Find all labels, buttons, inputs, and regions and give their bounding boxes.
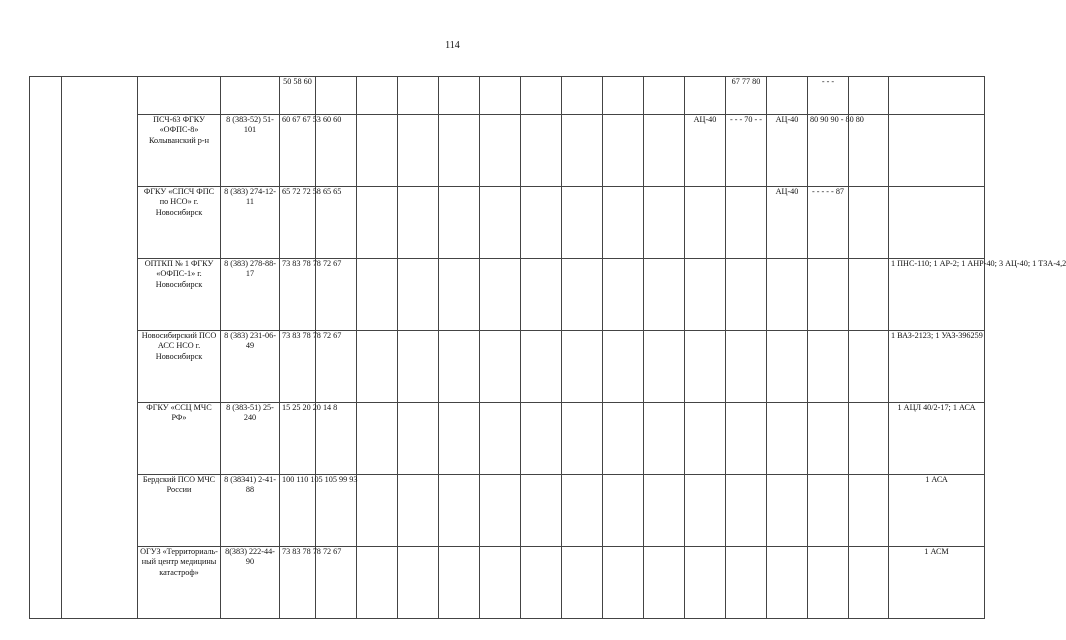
vehicle-type-cell bbox=[767, 259, 808, 331]
empty-cell bbox=[439, 475, 480, 547]
empty-cell bbox=[521, 547, 562, 619]
number-cell bbox=[30, 77, 62, 619]
empty-cell bbox=[644, 115, 685, 187]
empty-cell bbox=[398, 115, 439, 187]
empty-cell bbox=[439, 403, 480, 475]
empty-cell bbox=[603, 403, 644, 475]
empty-cell bbox=[480, 187, 521, 259]
vehicle-data-cell bbox=[726, 403, 767, 475]
empty-cell bbox=[849, 331, 889, 403]
vehicle-data-cell bbox=[726, 259, 767, 331]
empty-cell bbox=[849, 115, 889, 187]
empty-cell bbox=[398, 475, 439, 547]
phone-cell: 8 (383) 231-06-49 bbox=[221, 331, 280, 403]
empty-cell bbox=[480, 115, 521, 187]
empty-cell bbox=[316, 403, 357, 475]
empty-cell bbox=[562, 475, 603, 547]
empty-cell bbox=[644, 475, 685, 547]
empty-cell bbox=[480, 547, 521, 619]
empty-cell bbox=[480, 259, 521, 331]
empty-cell bbox=[316, 77, 357, 115]
vehicle-type-cell bbox=[767, 547, 808, 619]
extra-equipment-cell: 1 ВАЗ-2123; 1 УАЗ-396259 bbox=[889, 331, 985, 403]
table-row bbox=[30, 259, 985, 331]
organization-cell: ФГКУ «ССЦ МЧС РФ» bbox=[138, 403, 221, 475]
empty-cell bbox=[521, 259, 562, 331]
empty-cell bbox=[603, 187, 644, 259]
empty-cell bbox=[398, 259, 439, 331]
organization-cell: ПСЧ-63 ФГКУ «ОФПС-8» Колыванский р-н bbox=[138, 115, 221, 187]
vehicle-type-cell bbox=[767, 331, 808, 403]
empty-cell bbox=[357, 331, 398, 403]
empty-cell bbox=[562, 403, 603, 475]
empty-cell bbox=[439, 115, 480, 187]
organization-cell: ФГКУ «СПСЧ ФПС по НСО» г. Новосибирск bbox=[138, 187, 221, 259]
phone-cell: 8 (383) 274-12-11 bbox=[221, 187, 280, 259]
empty-cell bbox=[644, 77, 685, 115]
empty-cell bbox=[849, 403, 889, 475]
phone-cell: 8 (38341) 2-41-88 bbox=[221, 475, 280, 547]
extra-equipment-cell bbox=[889, 187, 985, 259]
empty-cell bbox=[439, 77, 480, 115]
empty-cell bbox=[316, 547, 357, 619]
organization-cell: Новосибирский ПСО АСС НСО г. Новосибирск bbox=[138, 331, 221, 403]
values-cell: 73 83 78 78 72 67 bbox=[280, 331, 316, 403]
empty-cell bbox=[480, 475, 521, 547]
empty-cell bbox=[316, 187, 357, 259]
empty-cell bbox=[644, 259, 685, 331]
organization-cell: ОПТКП № 1 ФГКУ «ОФПС-1» г. Новосибирск bbox=[138, 259, 221, 331]
empty-cell bbox=[357, 475, 398, 547]
values-cell: 100 110 105 105 99 93 bbox=[280, 475, 316, 547]
organization-cell bbox=[138, 77, 221, 115]
phone-cell: 8(383) 222-44-90 bbox=[221, 547, 280, 619]
table-row bbox=[30, 475, 985, 547]
vehicle-data-cell: 80 90 90 - 80 80 bbox=[808, 115, 849, 187]
empty-cell bbox=[849, 259, 889, 331]
phone-cell: 8 (383-52) 51-101 bbox=[221, 115, 280, 187]
empty-cell bbox=[521, 115, 562, 187]
empty-cell bbox=[644, 331, 685, 403]
values-cell: 73 83 78 78 72 67 bbox=[280, 259, 316, 331]
empty-cell bbox=[562, 547, 603, 619]
empty-cell bbox=[357, 259, 398, 331]
empty-cell bbox=[398, 331, 439, 403]
vehicle-type-cell bbox=[685, 547, 726, 619]
equipment-table bbox=[29, 76, 1066, 619]
empty-cell bbox=[521, 475, 562, 547]
empty-cell bbox=[644, 187, 685, 259]
table-row bbox=[30, 77, 985, 115]
vehicle-type-cell: АЦ-40 bbox=[685, 115, 726, 187]
vehicle-type-cell bbox=[685, 259, 726, 331]
empty-cell bbox=[480, 403, 521, 475]
vehicle-data-cell bbox=[726, 331, 767, 403]
vehicle-type-cell bbox=[767, 475, 808, 547]
vehicle-type-cell bbox=[767, 403, 808, 475]
table-row bbox=[30, 115, 985, 187]
values-cell: 60 67 67 53 60 60 bbox=[280, 115, 316, 187]
empty-cell bbox=[357, 403, 398, 475]
empty-cell bbox=[562, 259, 603, 331]
table-row bbox=[30, 403, 985, 475]
phone-cell: 8 (383) 278-88-17 bbox=[221, 259, 280, 331]
vehicle-type-cell bbox=[685, 331, 726, 403]
empty-cell bbox=[521, 403, 562, 475]
empty-cell bbox=[562, 331, 603, 403]
empty-cell bbox=[603, 331, 644, 403]
vehicle-data-cell bbox=[808, 259, 849, 331]
empty-cell bbox=[398, 77, 439, 115]
vehicle-data-cell bbox=[726, 187, 767, 259]
table-row bbox=[30, 331, 985, 403]
empty-cell bbox=[357, 115, 398, 187]
vehicle-data-cell: - - - - - 87 bbox=[808, 187, 849, 259]
empty-cell bbox=[521, 77, 562, 115]
empty-cell bbox=[439, 259, 480, 331]
extra-equipment-cell bbox=[889, 115, 985, 187]
vehicle-type-cell bbox=[685, 475, 726, 547]
empty-cell bbox=[562, 77, 603, 115]
vehicle-data-cell: - - - 70 - - bbox=[726, 115, 767, 187]
values-cell: 65 72 72 58 65 65 bbox=[280, 187, 316, 259]
vehicle-type-cell bbox=[685, 77, 726, 115]
extra-equipment-cell bbox=[889, 77, 985, 115]
empty-cell bbox=[603, 77, 644, 115]
extra-equipment-cell: 1 АСА bbox=[889, 475, 985, 547]
empty-cell bbox=[480, 77, 521, 115]
extra-equipment-cell: 1 АСМ bbox=[889, 547, 985, 619]
empty-cell bbox=[316, 115, 357, 187]
empty-cell bbox=[439, 547, 480, 619]
empty-cell bbox=[439, 331, 480, 403]
table-row bbox=[30, 187, 985, 259]
extra-equipment-cell: 1 ПНС-110; 1 АР-2; 1 АНР-40; 3 АЦ-40; 1 ТЗА-4,2 bbox=[889, 259, 985, 331]
values-cell: 73 83 78 78 72 67 bbox=[280, 547, 316, 619]
empty-cell bbox=[316, 259, 357, 331]
vehicle-type-cell bbox=[767, 77, 808, 115]
empty-cell bbox=[316, 331, 357, 403]
empty-cell bbox=[644, 547, 685, 619]
vehicle-type-cell bbox=[685, 187, 726, 259]
empty-cell bbox=[316, 475, 357, 547]
extra-equipment-cell: 1 АЦЛ 40/2-17; 1 АСА bbox=[889, 403, 985, 475]
empty-cell bbox=[603, 547, 644, 619]
phone-cell bbox=[221, 77, 280, 115]
empty-cell bbox=[849, 187, 889, 259]
empty-cell bbox=[398, 187, 439, 259]
empty-cell bbox=[439, 187, 480, 259]
vehicle-data-cell bbox=[726, 475, 767, 547]
empty-cell bbox=[644, 403, 685, 475]
empty-cell bbox=[603, 115, 644, 187]
empty-cell bbox=[521, 187, 562, 259]
empty-cell bbox=[480, 331, 521, 403]
vehicle-type-cell bbox=[685, 403, 726, 475]
empty-cell bbox=[521, 331, 562, 403]
vehicle-data-cell bbox=[808, 475, 849, 547]
page-number: 114 bbox=[445, 40, 460, 51]
organization-cell: ОГУЗ «Территориаль-ный центр медицины катастроф» bbox=[138, 547, 221, 619]
empty-cell bbox=[603, 259, 644, 331]
phone-cell: 8 (383-51) 25-240 bbox=[221, 403, 280, 475]
region-cell bbox=[62, 77, 138, 619]
vehicle-data-cell: - - - bbox=[808, 77, 849, 115]
empty-cell bbox=[562, 115, 603, 187]
vehicle-data-cell bbox=[808, 403, 849, 475]
vehicle-type-cell: АЦ-40 bbox=[767, 115, 808, 187]
table-row bbox=[30, 547, 985, 619]
values-cell: 50 58 60 bbox=[280, 77, 316, 115]
empty-cell bbox=[849, 77, 889, 115]
empty-cell bbox=[562, 187, 603, 259]
vehicle-data-cell bbox=[726, 547, 767, 619]
empty-cell bbox=[849, 475, 889, 547]
empty-cell bbox=[603, 475, 644, 547]
empty-cell bbox=[357, 547, 398, 619]
values-cell: 15 25 20 20 14 8 bbox=[280, 403, 316, 475]
vehicle-data-cell bbox=[808, 547, 849, 619]
empty-cell bbox=[398, 403, 439, 475]
vehicle-type-cell: АЦ-40 bbox=[767, 187, 808, 259]
empty-cell bbox=[849, 547, 889, 619]
organization-cell: Бердский ПСО МЧС России bbox=[138, 475, 221, 547]
empty-cell bbox=[357, 187, 398, 259]
empty-cell bbox=[398, 547, 439, 619]
empty-cell bbox=[357, 77, 398, 115]
vehicle-data-cell: 67 77 80 bbox=[726, 77, 767, 115]
vehicle-data-cell bbox=[808, 331, 849, 403]
